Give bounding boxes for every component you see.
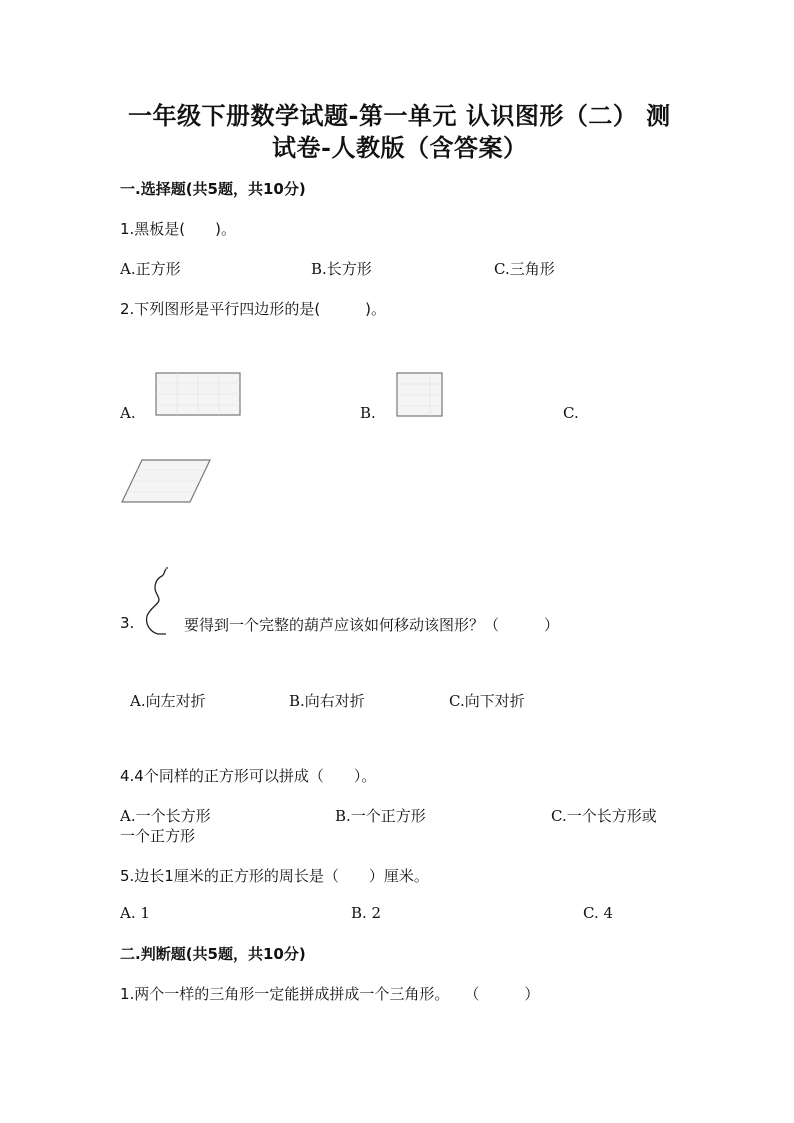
q4-option-c-continued: 一个正方形: [120, 827, 196, 845]
question-3-number: 3.: [120, 614, 135, 632]
section-heading-choice: 一.选择题(共5题，共10分): [120, 180, 306, 198]
square-figure: [396, 372, 443, 417]
rectangle-figure: [155, 372, 241, 416]
question-1-stem: 1.黑板是( )。: [120, 220, 237, 238]
q1-option-c: C.三角形: [494, 260, 555, 278]
q1-option-b: B.长方形: [311, 260, 372, 278]
question-2-stem: 2.下列图形是平行四边形的是( )。: [120, 300, 387, 318]
q2-option-c-label: C.: [563, 404, 579, 422]
q5-option-c: C. 4: [583, 904, 614, 922]
section-heading-judgement: 二.判断题(共5题，共10分): [120, 945, 306, 963]
q4-option-b: B.一个正方形: [335, 807, 426, 825]
q1-option-a: A.正方形: [120, 260, 181, 278]
judgement-question-1-stem: 1.两个一样的三角形一定能拼成拼成一个三角形。 （ ）: [120, 985, 540, 1003]
question-4-stem: 4.4个同样的正方形可以拼成（ ）。: [120, 767, 377, 785]
q4-option-c: C.一个长方形或: [551, 807, 657, 825]
q2-option-a-label: A.: [120, 404, 136, 422]
q2-option-b-label: B.: [360, 404, 376, 422]
page-title-line2: 试卷-人教版（含答案）: [272, 133, 528, 162]
parallelogram-figure: [120, 458, 212, 504]
q3-option-a: A.向左对折: [130, 692, 206, 710]
q5-option-b: B. 2: [351, 904, 382, 922]
half-gourd-figure: [138, 566, 174, 638]
q3-option-c: C.向下对折: [449, 692, 525, 710]
question-5-stem: 5.边长1厘米的正方形的周长是（ ）厘米。: [120, 867, 429, 885]
q5-option-a: A. 1: [120, 904, 150, 922]
question-3-stem: 要得到一个完整的葫芦应该如何移动该图形？（ ）: [184, 616, 560, 634]
q3-option-b: B.向右对折: [289, 692, 365, 710]
page-title-line1: 一年级下册数学试题-第一单元 认识图形（二） 测: [128, 101, 671, 130]
q4-option-a: A.一个长方形: [120, 807, 211, 825]
